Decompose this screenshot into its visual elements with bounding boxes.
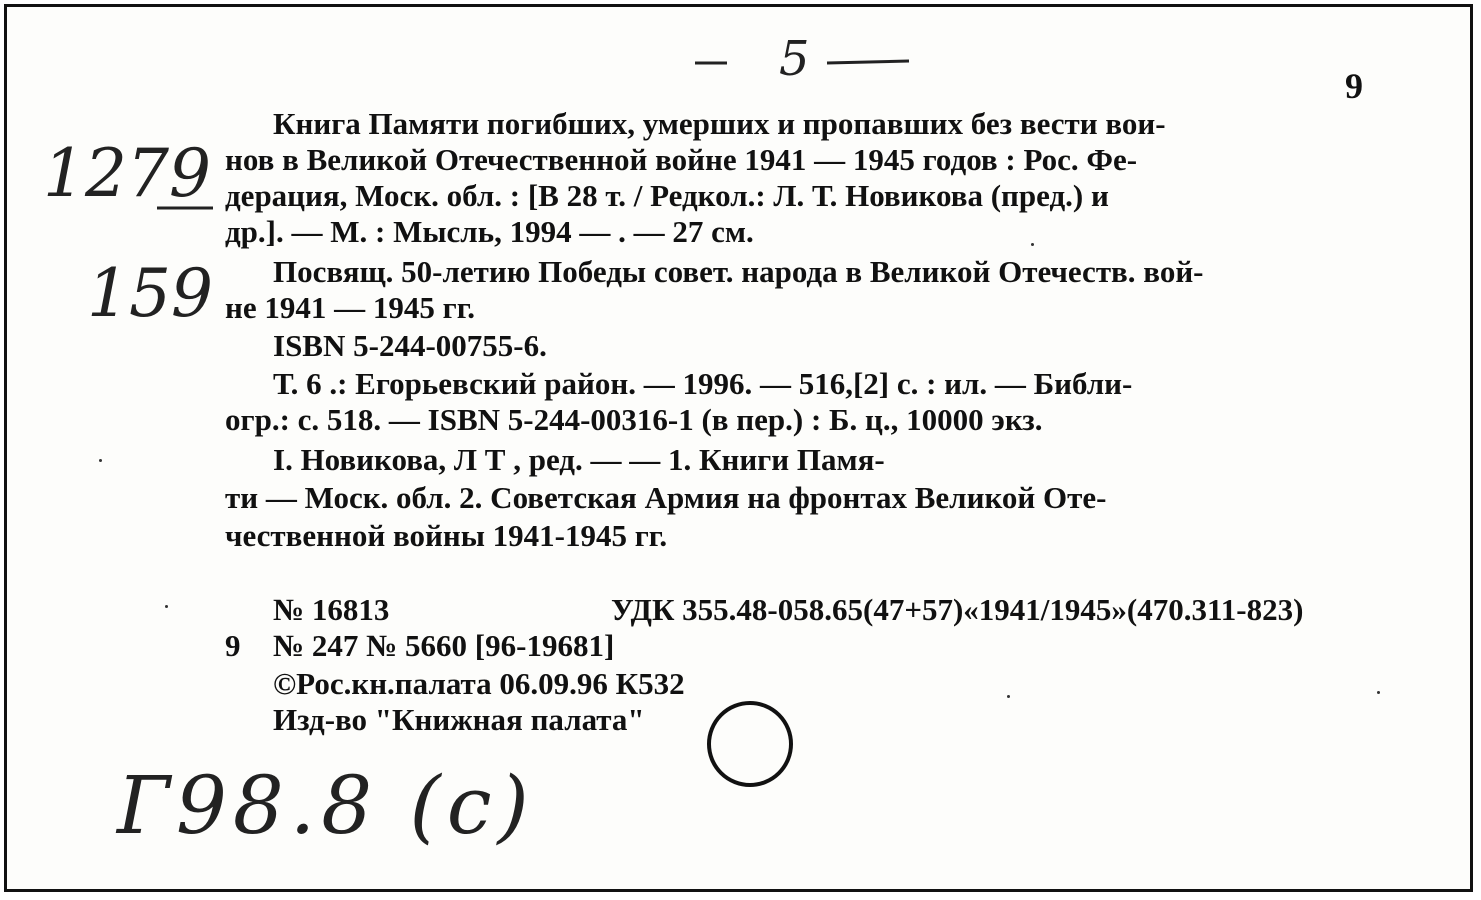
stamp-circle <box>707 701 793 787</box>
numbers-line: № 247 № 5660 [96-19681] <box>273 628 615 663</box>
dedication-line-2: не 1941 — 1945 гг. <box>225 290 476 325</box>
title-line-3: дерация, Моск. обл. : [В 28 т. / Редкол.: Л. Т. Новикова (пред.) и <box>225 178 1109 213</box>
speck <box>1377 691 1380 694</box>
speck <box>99 459 102 462</box>
left-digit: 9 <box>225 628 241 663</box>
copyright-line: ©Рос.кн.палата 06.09.96 К532 <box>273 666 685 701</box>
isbn: ISBN 5-244-00755-6. <box>273 328 547 363</box>
volume-line-2: огр.: с. 518. — ISBN 5-244-00316-1 (в пер.) : Б. ц., 10000 экз. <box>225 402 1043 437</box>
title-line-2: нов в Великой Отечественной войне 1941 — 1945 годов : Рос. Фе- <box>225 142 1138 177</box>
dedication-line-1: Посвящ. 50-летию Победы совет. народа в Великой Отечеств. вой- <box>273 254 1204 289</box>
shelf-mark: Г98.8 (с) <box>117 759 535 852</box>
call-number-underline <box>157 203 217 213</box>
title-line-1: Книга Памяти погибших, умерших и пропавших без вести вои- <box>273 106 1166 141</box>
call-number-top: 1279 <box>43 135 211 212</box>
catalog-card <box>4 4 1473 892</box>
speck <box>1031 243 1034 246</box>
subject-line-2: ти — Моск. обл. 2. Советская Армия на фронтах Великой Оте- <box>225 480 1107 515</box>
speck <box>1007 695 1010 698</box>
record-number: № 16813 <box>273 592 390 627</box>
top-mark <box>687 33 917 98</box>
publisher-line: Изд-во "Книжная палата" <box>273 702 645 737</box>
top-mark-digit: 5 <box>779 31 810 87</box>
title-line-4: др.]. — М. : Мысль, 1994 — . — 27 см. <box>225 214 754 249</box>
page-number: 9 <box>1345 66 1363 106</box>
subject-line-1: I. Новикова, Л Т , ред. — — 1. Книги Памя- <box>273 442 885 477</box>
volume-line-1: Т. 6 .: Егорьевский район. — 1996. — 516,[2] с. : ил. — Библи- <box>273 366 1133 401</box>
speck <box>165 605 168 608</box>
call-number-bottom: 159 <box>87 255 213 332</box>
subject-line-3: чественной войны 1941-1945 гг. <box>225 518 668 553</box>
udc-code: УДК 355.48-058.65(47+57)«1941/1945»(470.311-823) <box>611 592 1304 627</box>
